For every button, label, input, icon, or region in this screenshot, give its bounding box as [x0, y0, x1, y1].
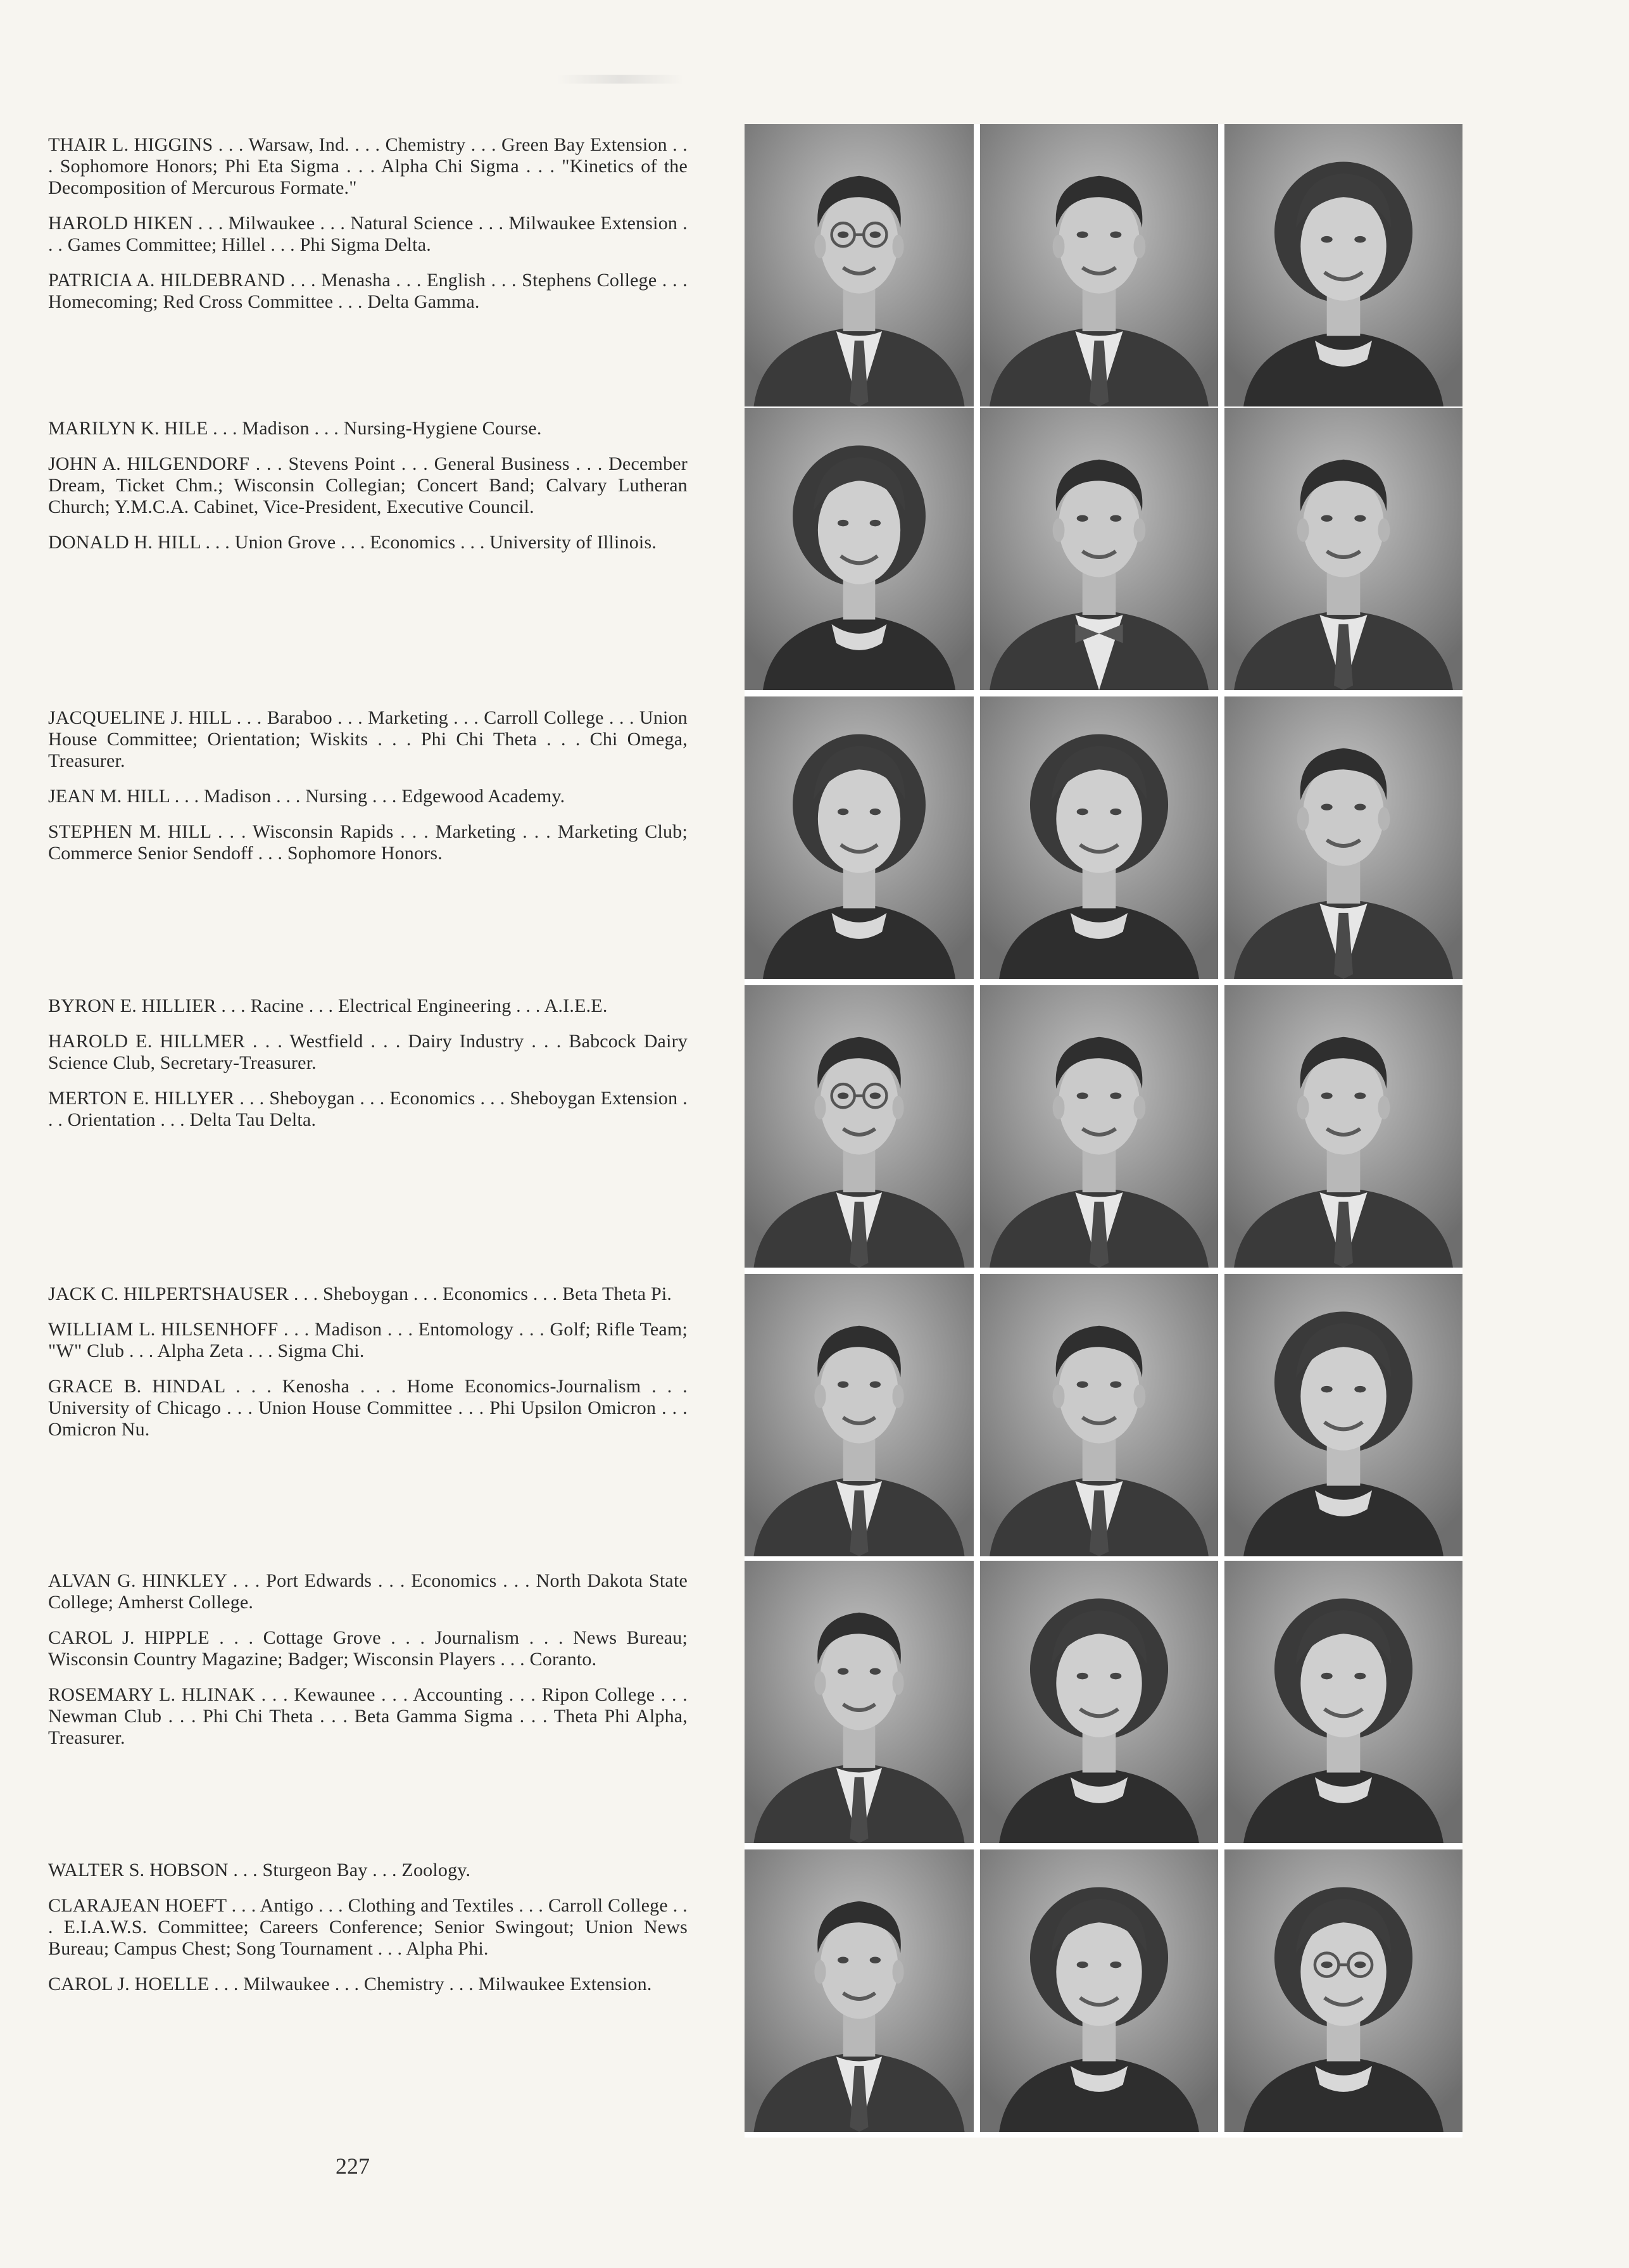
senior-entry: MERTON E. HILLYER . . . Sheboygan . . . Economics . . . Sheboygan Extension . . . Orientation . . . Delta Tau Delta.	[48, 1088, 688, 1130]
woman-portrait-photo	[745, 408, 974, 690]
listing-group	[48, 418, 688, 567]
senior-entry: CAROL J. HIPPLE . . . Cottage Grove . . . Journalism . . . News Bureau; Wisconsin Country Magazine; Badger; Wisconsin Players . . . Coranto.	[48, 1627, 688, 1670]
woman-portrait-photo	[1224, 1561, 1462, 1843]
listing-group	[48, 134, 688, 327]
man-portrait-photo	[1224, 985, 1462, 1268]
man-portrait-photo	[745, 1849, 974, 2132]
listing-group	[48, 1860, 688, 2009]
man-portrait-photo	[980, 985, 1218, 1268]
woman-portrait-photo	[1224, 124, 1462, 406]
woman-portrait-photo	[1224, 1849, 1462, 2132]
man-portrait-photo	[1224, 408, 1462, 690]
woman-portrait-photo	[980, 696, 1218, 979]
senior-entry: PATRICIA A. HILDEBRAND . . . Menasha . . . English . . . Stephens College . . . Homecoming; Red Cross Committee . . . Delta Gamma.	[48, 270, 688, 312]
senior-entry: MARILYN K. HILE . . . Madison . . . Nursing-Hygiene Course.	[48, 418, 542, 439]
senior-entry: JOHN A. HILGENDORF . . . Stevens Point . . . General Business . . . December Dream, Ticket Chm.; Wisconsin Collegian; Concert Band; Calvary Lutheran Church; Y.M.C.A. Cabinet, Vice-President, Executive Council.	[48, 453, 688, 517]
senior-entry: CLARAJEAN HOEFT . . . Antigo . . . Clothing and Textiles . . . Carroll College . . . E.I.A.W.S. Committee; Careers Conference; Senior Swingout; Union News Bureau; Campus Chest; Song Tournament . . . Alpha Phi.	[48, 1895, 688, 1959]
listing-group	[48, 1570, 688, 1763]
man-portrait-photo	[745, 124, 974, 406]
listing-group	[48, 1283, 688, 1454]
listing-group	[48, 707, 688, 878]
man-portrait-photo	[980, 1274, 1218, 1556]
woman-portrait-photo	[980, 1849, 1218, 2132]
senior-entry: STEPHEN M. HILL . . . Wisconsin Rapids . . . Marketing . . . Marketing Club; Commerce Senior Sendoff . . . Sophomore Honors.	[48, 821, 688, 864]
senior-entry: HAROLD E. HILLMER . . . Westfield . . . Dairy Industry . . . Babcock Dairy Science Club, Secretary-Treasurer.	[48, 1031, 688, 1073]
senior-entry: JEAN M. HILL . . . Madison . . . Nursing . . . Edgewood Academy.	[48, 786, 565, 807]
senior-entry: WILLIAM L. HILSENHOFF . . . Madison . . . Entomology . . . Golf; Rifle Team; "W" Club . . . Alpha Zeta . . . Sigma Chi.	[48, 1319, 688, 1361]
man-portrait-photo	[745, 1274, 974, 1556]
portrait-grid	[745, 124, 1462, 2138]
man-portrait-photo	[745, 985, 974, 1268]
faint-bleed-mark	[557, 75, 684, 84]
senior-entry: JACK C. HILPERTSHAUSER . . . Sheboygan . . . Economics . . . Beta Theta Pi.	[48, 1283, 672, 1304]
senior-entry: JACQUELINE J. HILL . . . Baraboo . . . Marketing . . . Carroll College . . . Union House Committee; Orientation; Wiskits . . . Phi Chi Theta . . . Chi Omega, Treasurer.	[48, 707, 688, 771]
senior-entry: WALTER S. HOBSON . . . Sturgeon Bay . . . Zoology.	[48, 1860, 471, 1881]
senior-entry: ALVAN G. HINKLEY . . . Port Edwards . . . Economics . . . North Dakota State College; Amherst College.	[48, 1570, 688, 1613]
senior-entry: BYRON E. HILLIER . . . Racine . . . Electrical Engineering . . . A.I.E.E.	[48, 995, 608, 1016]
senior-entry: GRACE B. HINDAL . . . Kenosha . . . Home Economics-Journalism . . . University of Chicago . . . Union House Committee . . . Phi Upsilon Omicron . . . Omicron Nu.	[48, 1376, 688, 1440]
senior-entry: ROSEMARY L. HLINAK . . . Kewaunee . . . Accounting . . . Ripon College . . . Newman Club . . . Phi Chi Theta . . . Beta Gamma Sigma . . . Theta Phi Alpha, Treasurer.	[48, 1684, 688, 1748]
woman-portrait-photo	[980, 1561, 1218, 1843]
man-portrait-photo	[980, 124, 1218, 406]
woman-portrait-photo	[745, 696, 974, 979]
senior-entry: DONALD H. HILL . . . Union Grove . . . Economics . . . University of Illinois.	[48, 532, 657, 553]
man-portrait-photo	[1224, 696, 1462, 979]
page-number: 227	[336, 2153, 370, 2179]
woman-portrait-photo	[1224, 1274, 1462, 1556]
senior-entry: HAROLD HIKEN . . . Milwaukee . . . Natural Science . . . Milwaukee Extension . . . Games Committee; Hillel . . . Phi Sigma Delta.	[48, 213, 688, 255]
senior-entry: THAIR L. HIGGINS . . . Warsaw, Ind. . . . Chemistry . . . Green Bay Extension . . . Sophomore Honors; Phi Eta Sigma . . . Alpha Chi Sigma . . . "Kinetics of the Decomposition of Mercurous Formate."	[48, 134, 688, 198]
listing-group	[48, 995, 688, 1145]
man-portrait-photo	[980, 408, 1218, 690]
man-portrait-photo	[745, 1561, 974, 1843]
senior-entry: CAROL J. HOELLE . . . Milwaukee . . . Chemistry . . . Milwaukee Extension.	[48, 1974, 652, 1994]
